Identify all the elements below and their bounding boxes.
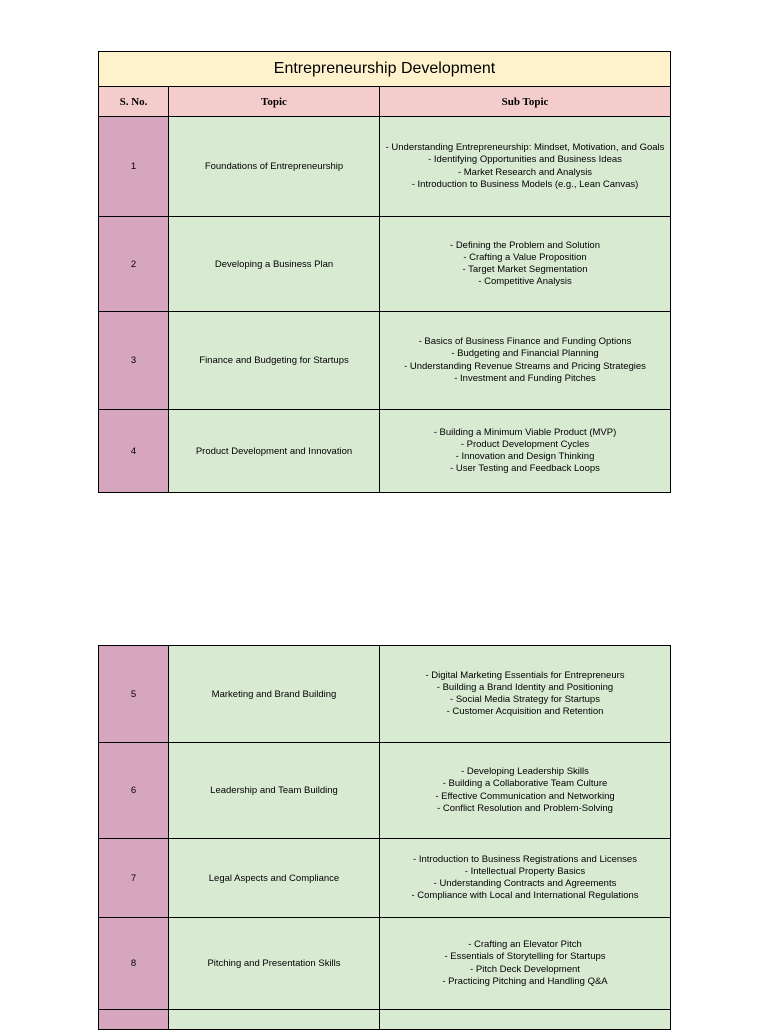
row-subtopics xyxy=(380,217,671,312)
subtopic-item: - Understanding Contracts and Agreements xyxy=(433,878,617,889)
subtopic-item: - Crafting an Elevator Pitch xyxy=(468,939,582,951)
table-row xyxy=(99,117,671,217)
row-subtopics xyxy=(380,839,671,918)
row-topic: Finance and Budgeting for Startups xyxy=(169,312,380,410)
subtopic-item: - Competitive Analysis xyxy=(478,276,572,288)
subtopic-item: - Building a Minimum Viable Product (MVP) xyxy=(433,426,617,438)
row-subtopics xyxy=(380,1010,671,1030)
row-sno: 1 xyxy=(99,117,169,217)
table-row xyxy=(99,1010,671,1030)
subtopic-item: - Essentials of Storytelling for Startups xyxy=(444,951,606,963)
subtopic-item: - Introduction to Business Models (e.g., Lean Canvas) xyxy=(411,178,639,190)
subtopic-item: - Customer Acquisition and Retention xyxy=(446,706,604,718)
subtopic-item: - Social Media Strategy for Startups xyxy=(450,694,600,705)
subtopic-item: - Identifying Opportunities and Business Ideas xyxy=(428,154,622,166)
subtopic-item: - Introduction to Business Registrations and Licenses xyxy=(413,853,637,865)
row-subtopics xyxy=(380,117,671,217)
subtopic-item: - Defining the Problem and Solution xyxy=(450,239,600,251)
row-topic: Product Development and Innovation xyxy=(169,410,380,493)
row-topic: Developing a Business Plan xyxy=(169,217,380,312)
row-topic: Marketing and Brand Building xyxy=(169,646,380,743)
row-sno xyxy=(99,1010,169,1030)
subtopic-item: - Conflict Resolution and Problem-Solving xyxy=(437,802,613,814)
row-sno: 3 xyxy=(99,312,169,410)
table-row xyxy=(99,312,671,410)
subtopic-item: - Effective Communication and Networking xyxy=(435,790,615,802)
subtopic-item: - Understanding Revenue Streams and Pricing Strategies xyxy=(404,360,646,372)
header-topic: Topic xyxy=(169,87,380,117)
row-subtopics xyxy=(380,312,671,410)
table-title: Entrepreneurship Development xyxy=(99,52,671,87)
row-sno: 4 xyxy=(99,410,169,493)
subtopic-item: - Developing Leadership Skills xyxy=(461,766,589,778)
row-topic: Legal Aspects and Compliance xyxy=(169,839,380,918)
row-sno: 6 xyxy=(99,743,169,839)
row-sno: 2 xyxy=(99,217,169,312)
table-row xyxy=(99,839,671,918)
row-topic xyxy=(169,1010,380,1030)
row-topic: Pitching and Presentation Skills xyxy=(169,918,380,1010)
table-row xyxy=(99,217,671,312)
subtopic-item: - Compliance with Local and International Regulations xyxy=(411,890,639,902)
row-subtopics xyxy=(380,646,671,743)
row-sno: 8 xyxy=(99,918,169,1010)
row-sno: 7 xyxy=(99,839,169,918)
header-sno: S. No. xyxy=(99,87,169,117)
subtopic-item: - Practicing Pitching and Handling Q&A xyxy=(442,975,608,987)
subtopic-item: - Understanding Entrepreneurship: Mindset, Motivation, and Goals xyxy=(385,142,665,154)
subtopic-item: - Budgeting and Financial Planning xyxy=(451,348,599,360)
subtopic-item: - Basics of Business Finance and Funding Options xyxy=(418,336,632,348)
table-row xyxy=(99,918,671,1010)
row-sno: 5 xyxy=(99,646,169,743)
subtopic-item: - Building a Collaborative Team Culture xyxy=(442,778,608,790)
table-row xyxy=(99,410,671,493)
subtopic-item: - Pitch Deck Development xyxy=(470,963,580,975)
subtopic-item: - Product Development Cycles xyxy=(460,438,590,450)
subtopic-item: - Building a Brand Identity and Positioning xyxy=(436,681,614,693)
subtopic-item: - Investment and Funding Pitches xyxy=(454,372,596,384)
row-subtopics xyxy=(380,918,671,1010)
subtopic-item: - Target Market Segmentation xyxy=(462,264,588,275)
row-subtopics xyxy=(380,743,671,839)
subtopic-item: - Crafting a Value Proposition xyxy=(463,251,587,263)
row-subtopics xyxy=(380,410,671,493)
table-row xyxy=(99,646,671,743)
curriculum-table-page-1 xyxy=(98,51,671,493)
subtopic-item: - Intellectual Property Basics xyxy=(464,865,586,877)
subtopic-item: - Market Research and Analysis xyxy=(457,166,593,178)
header-subtopic: Sub Topic xyxy=(380,87,671,117)
curriculum-table-page-2 xyxy=(98,645,671,1030)
row-topic: Foundations of Entrepreneurship xyxy=(169,117,380,217)
subtopic-item: - Digital Marketing Essentials for Entrepreneurs xyxy=(425,669,625,681)
subtopic-item: - Innovation and Design Thinking xyxy=(455,451,595,462)
row-topic: Leadership and Team Building xyxy=(169,743,380,839)
subtopic-item: - User Testing and Feedback Loops xyxy=(450,463,600,475)
table-row xyxy=(99,743,671,839)
